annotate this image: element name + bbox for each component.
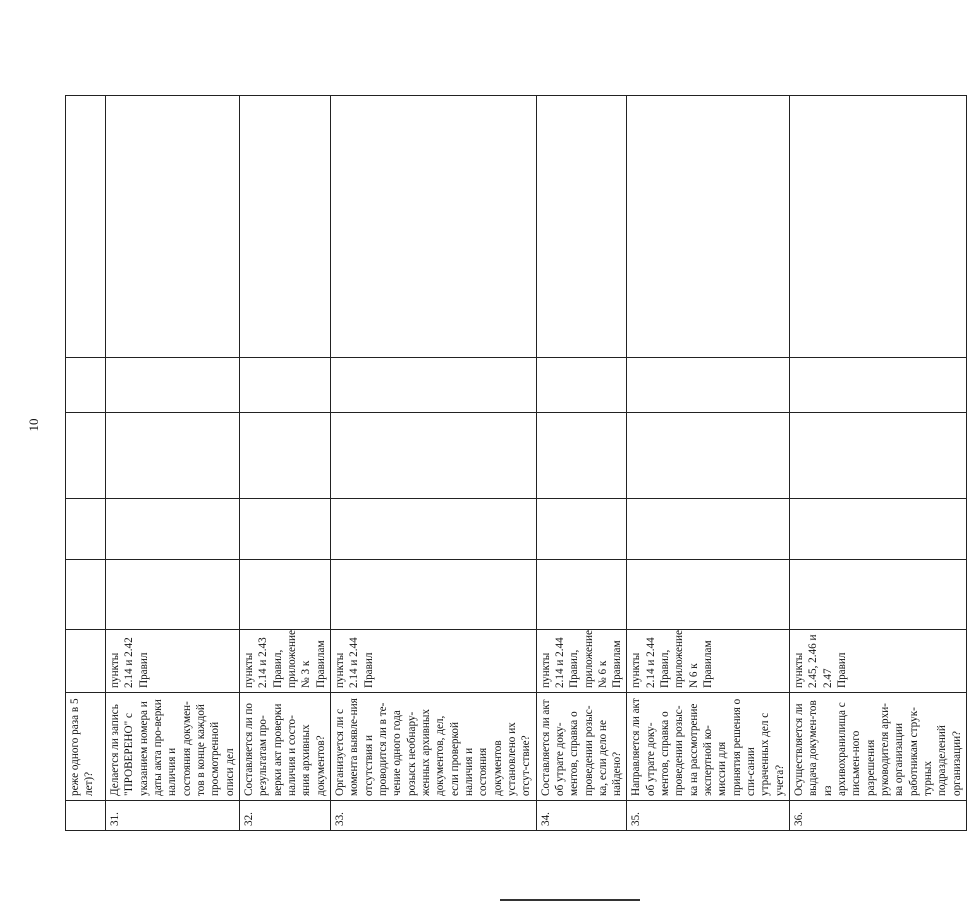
answer-extra-cell (239, 358, 330, 413)
answer-extra-cell (106, 358, 240, 413)
answer-na-cell (790, 413, 967, 499)
question-cell: Организуется ли с момента выявле-ния отсутствия и проводится ли в те-чение одного года розыск необнару-женных архивных документов, дел, если проверкой наличия и состояния документов установлено их отсут-ствие? (330, 693, 536, 801)
reference-cell: пункты 2.14 и 2.44 Правил (330, 630, 536, 693)
answer-no-cell (790, 499, 967, 560)
table-row (239, 96, 330, 831)
scan-edge-line (500, 899, 640, 901)
table-row (627, 96, 790, 831)
rotated-page-content (65, 96, 963, 831)
answer-no-cell (627, 499, 790, 560)
reference-cell (66, 630, 106, 693)
reference-cell: пункты 2.14 и 2.44 Правил, приложение N 6 к Правилам (627, 630, 790, 693)
answer-yes-cell (790, 560, 967, 630)
question-cell: Направляется ли акт об утрате доку-ментов, справка о проведении розыс-ка на рассмотрение экспертной ко-миссии для принятия решения о спи-сании утраченных дел с учета? (627, 693, 790, 801)
answer-no-cell (239, 499, 330, 560)
answer-na-cell (106, 413, 240, 499)
answer-yes-cell (66, 560, 106, 630)
notes-cell (66, 96, 106, 358)
reference-cell: пункты 2.14 и 2.42 Правил (106, 630, 240, 693)
notes-cell (330, 96, 536, 358)
table-row (536, 96, 627, 831)
answer-extra-cell (66, 358, 106, 413)
answer-extra-cell (790, 358, 967, 413)
table-row-continuation (66, 96, 106, 831)
answer-yes-cell (627, 560, 790, 630)
reference-cell: пункты 2.14 и 2.44 Правил, приложение № 6 к Правилам (536, 630, 627, 693)
row-number-cell: 31. (106, 801, 240, 831)
notes-cell (239, 96, 330, 358)
table-row (790, 96, 967, 831)
question-cell: Составляется ли по результатам про-верки акт проверки наличия и состо-яния архивных документов? (239, 693, 330, 801)
question-cell: реже одного раза в 5 лет)? (66, 693, 106, 801)
answer-yes-cell (239, 560, 330, 630)
row-number-cell: 33. (330, 801, 536, 831)
answer-no-cell (106, 499, 240, 560)
notes-cell (536, 96, 627, 358)
answer-yes-cell (106, 560, 240, 630)
answer-extra-cell (627, 358, 790, 413)
answer-na-cell (627, 413, 790, 499)
question-cell: Делается ли запись "ПРОВЕРЕНО" с указанием номера и даты акта про-верки наличия и состояния докумен-тов в конце каждой просмотренной описи дел (106, 693, 240, 801)
table-row (330, 96, 536, 831)
answer-extra-cell (536, 358, 627, 413)
answer-na-cell (66, 413, 106, 499)
page-number: 10 (26, 418, 41, 432)
answer-no-cell (66, 499, 106, 560)
row-number-cell: 34. (536, 801, 627, 831)
answer-extra-cell (330, 358, 536, 413)
notes-cell (106, 96, 240, 358)
question-cell: Составляется ли акт об утрате доку-ментов, справка о проведении розыс-ка, если дело не найдено? (536, 693, 627, 801)
notes-cell (627, 96, 790, 358)
checklist-table (65, 95, 967, 831)
row-number-cell: 36. (790, 801, 967, 831)
answer-no-cell (330, 499, 536, 560)
answer-yes-cell (330, 560, 536, 630)
answer-yes-cell (536, 560, 627, 630)
answer-na-cell (239, 413, 330, 499)
table-row (106, 96, 240, 831)
question-cell: Осуществляется ли выдача докумен-тов из архивохранилища с письмен-ного разрешения руководителя архи-ва организации работникам струк-турных подразделений организации? (790, 693, 967, 801)
answer-na-cell (330, 413, 536, 499)
answer-na-cell (536, 413, 627, 499)
answer-no-cell (536, 499, 627, 560)
reference-cell: пункты 2.45, 2.46 и 2.47 Правил (790, 630, 967, 693)
notes-cell (790, 96, 967, 358)
row-number-cell: 32. (239, 801, 330, 831)
row-number-cell: 35. (627, 801, 790, 831)
reference-cell: пункты 2.14 и 2.43 Правил, приложение № 3 к Правилам (239, 630, 330, 693)
row-number-cell (66, 801, 106, 831)
